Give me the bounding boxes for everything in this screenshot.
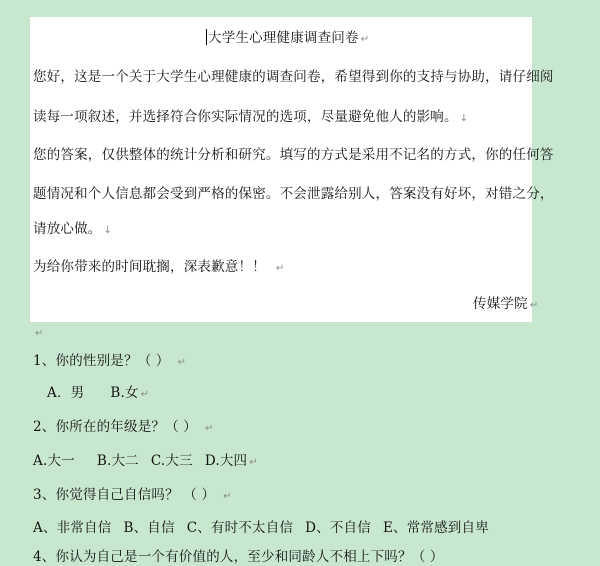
intro-paragraph-1-line-2: 读每一项叙述，并选择符合你实际情况的选项，尽量避免他人的影响。 ↓ [33, 109, 469, 125]
question-4: 4、你认为自己是一个有价值的人，至少和同龄人不相上下吗？（ ） [33, 549, 444, 565]
question-2: 2、你所在的年级是？（ ） ↵ [33, 419, 214, 435]
intro-paragraph-2-line-2: 题情况和个人信息都会受到严格的保密。不会泄露给别人，答案没有好坏，对错之分， [33, 186, 554, 202]
paragraph-mark: ↵ [360, 34, 370, 45]
intro-paragraph-2-line-1: 您的答案，仅供整体的统计分析和研究。填写的方式是采用不记名的方式，你的任何答 [33, 147, 554, 163]
line-break-mark: ↓ [103, 225, 113, 236]
intro-paragraph-3: 为给你带来的时间耽搁，深表歉意！！ ↵ [33, 259, 285, 275]
empty-paragraph-mark: ↵ [35, 328, 44, 339]
survey-title: 大学生心理健康调查问卷 ↵ [208, 30, 370, 46]
question-1: 1、你的性别是？（ ） ↵ [33, 353, 187, 369]
option-a: A．男 [47, 385, 85, 401]
question-2-options [33, 452, 258, 472]
question-1-options [47, 384, 149, 404]
paragraph-mark: ↵ [529, 300, 539, 311]
option-d: D、不自信 [305, 520, 371, 536]
paragraph-mark: ↵ [140, 389, 150, 400]
organization-signature: 传媒学院 ↵ [473, 296, 539, 312]
intro-paragraph-2-line-3: 请放心做。 ↓ [33, 221, 113, 237]
question-3-options [33, 519, 489, 537]
option-c: C.大三 [150, 453, 193, 469]
option-a: A、非常自信 [33, 520, 112, 536]
paragraph-mark: ↵ [275, 263, 285, 274]
option-b: B.女 [110, 385, 139, 401]
paragraph-mark: ↵ [249, 457, 258, 468]
text-cursor [206, 29, 207, 45]
intro-paragraph-1-line-1: 您好，这是一个关于大学生心理健康的调查问卷，希望得到你的支持与协助，请仔细阅 [33, 69, 554, 85]
option-a: A.大一 [33, 453, 75, 469]
paragraph-mark: ↵ [204, 423, 214, 434]
option-b: B、自信 [123, 520, 175, 536]
question-3: 3、你觉得自己自信吗？ （ ） ↵ [33, 487, 232, 503]
line-break-mark: ↓ [459, 113, 469, 124]
option-d: D.大四 [204, 453, 248, 469]
paragraph-mark: ↵ [177, 357, 187, 368]
option-e: E、常常感到自卑 [382, 520, 489, 536]
option-c: C、有时不太自信 [186, 520, 294, 536]
paragraph-mark: ↵ [223, 491, 232, 502]
option-b: B.大二 [96, 453, 139, 469]
